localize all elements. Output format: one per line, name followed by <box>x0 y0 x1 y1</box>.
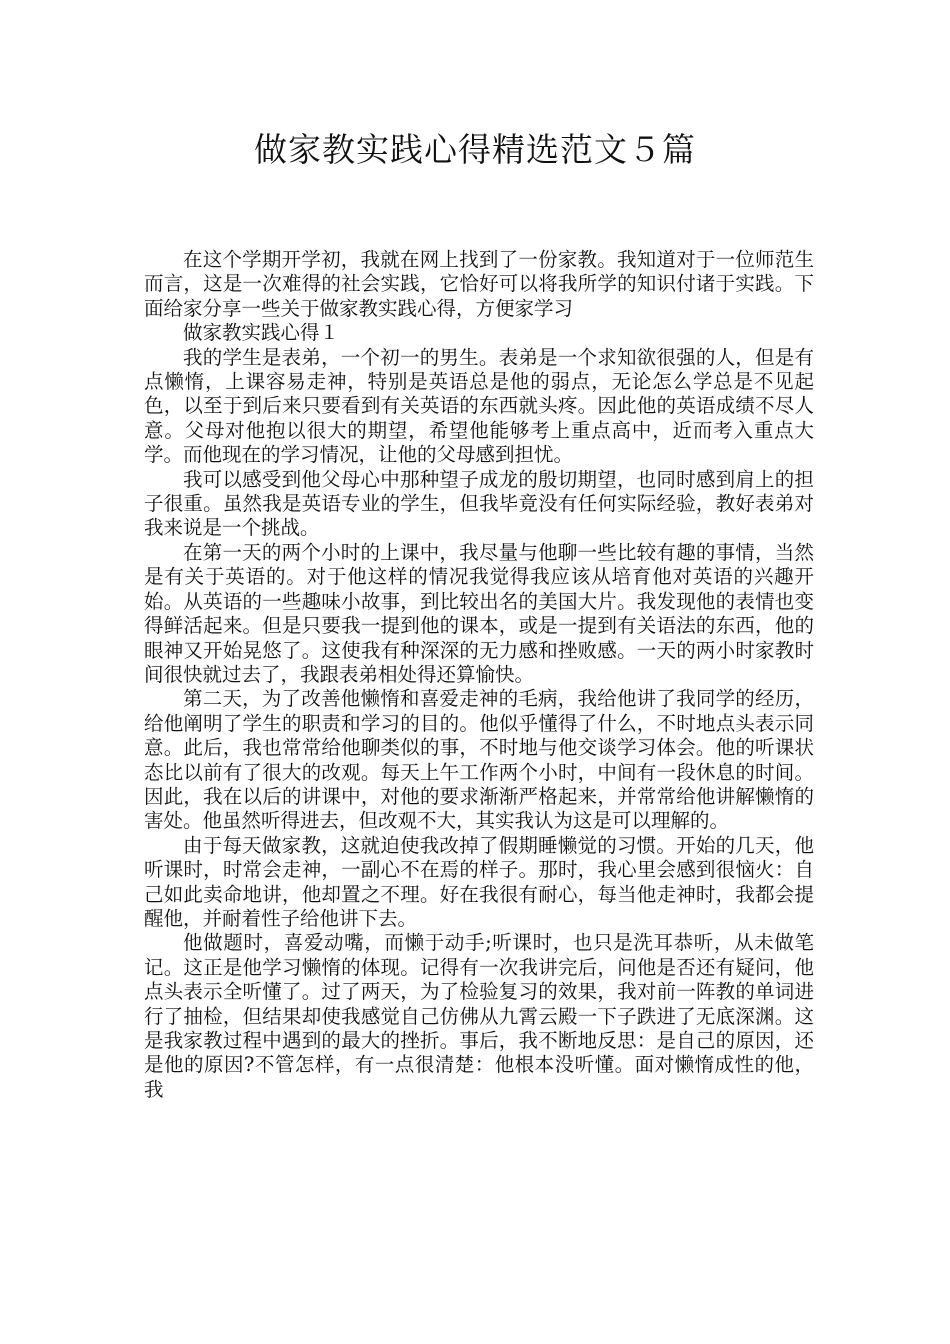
document-title: 做家教实践心得精选范文５篇 <box>254 130 696 169</box>
body-paragraph: 我的学生是表弟，一个初一的男生。表弟是一个求知欲很强的人，但是有点懒惰，上课容易走神，特别是英语总是他的弱点，无论怎么学总是不见起色，以至于到后来只要看到有关英语的东西就头疼。因此他的英语成绩不尽人意。父母对他抱以很大的期望，希望他能够考上重点高中，近而考入重点大学。而他现在的学习情况，让他的父母感到担忧。 <box>144 345 814 467</box>
body-paragraph: 第二天，为了改善他懒惰和喜爱走神的毛病，我给他讲了我同学的经历，给他阐明了学生的职责和学习的目的。他似乎懂得了什么，不时地点头表示同意。此后，我也常常给他聊类似的事，不时地与他交谈学习体会。他的听课状态比以前有了很大的改观。每天上午工作两个小时，中间有一段休息的时间。因此，我在以后的讲课中，对他的要求渐渐严格起来，并常常给他讲解懒惰的害处。他虽然听得进去，但改观不大，其实我认为这是可以理解的。 <box>144 687 814 833</box>
document-body <box>144 248 814 1102</box>
section-heading: 做家教实践心得１ <box>183 321 340 345</box>
body-paragraph: 我可以感受到他父母心中那种望子成龙的殷切期望，也同时感到肩上的担子很重。虽然我是英语专业的学生，但我毕竟没有任何实际经验，教好表弟对我来说是一个挑战。 <box>144 467 814 540</box>
body-paragraph: 他做题时，喜爱动嘴，而懒于动手;听课时，也只是洗耳恭听，从未做笔记。这正是他学习懒惰的体现。记得有一次我讲完后，问他是否还有疑问，他点头表示全听懂了。过了两天，为了检验复习的效果，我对前一阵教的单词进行了抽检，但结果却使我感觉自己仿佛从九霄云殿一下子跌进了无底深渊。这是我家教过程中遇到的最大的挫折。事后，我不断地反思：是自己的原因，还是他的原因?不管怎样，有一点很清楚：他根本没听懂。面对懒惰成性的他，我 <box>144 931 814 1101</box>
intro-paragraph: 在这个学期开学初，我就在网上找到了一份家教。我知道对于一位师范生而言，这是一次难得的社会实践，它恰好可以将我所学的知识付诸于实践。下面给家分享一些关于做家教实践心得，方便家学习 <box>144 248 814 320</box>
body-paragraph: 在第一天的两个小时的上课中，我尽量与他聊一些比较有趣的事情，当然是有关于英语的。对于他这样的情况我觉得我应该从培育他对英语的兴趣开始。从英语的一些趣味小故事，到比较出名的美国大片。我发现他的表情也变得鲜活起来。但是只要我一提到他的课本，或是一提到有关语法的东西，他的眼神又开始晃悠了。这使我有种深深的无力感和挫败感。一天的两小时家教时间很快就过去了，我跟表弟相处得还算愉快。 <box>144 540 814 686</box>
body-paragraph: 由于每天做家教，这就迫使我改掉了假期睡懒觉的习惯。开始的几天，他听课时，时常会走神，一副心不在焉的样子。那时，我心里会感到很恼火：自己如此卖命地讲，他却置之不理。好在我很有耐心，每当他走神时，我都会提醒他，并耐着性子给他讲下去。 <box>144 833 814 930</box>
